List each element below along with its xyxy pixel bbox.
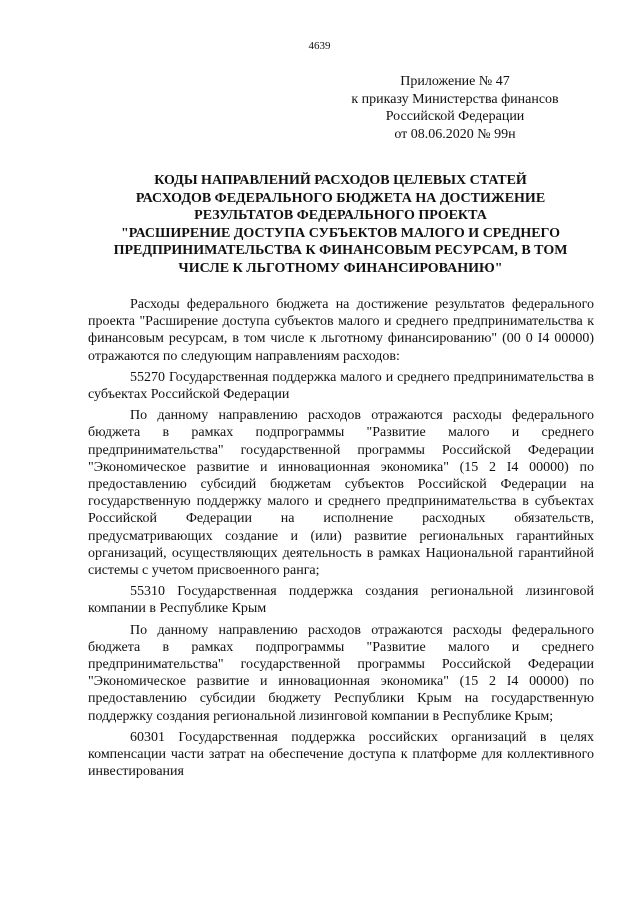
appendix-number: Приложение № 47: [400, 74, 510, 89]
appendix-country: Российской Федерации: [385, 109, 525, 124]
code-55270-description: По данному направлению расходов отражаются расходы федерального бюджета в рамках подпрограммы "Развитие малого и среднего предпринимательства" государственной программы Российской Федерации "Экономическое развитие и инновационная экономика" (15 2 I4 00000) по предоставлению субсидий бюджетам субъектов Российской Федерации на государственную поддержку малого и среднего предпринимательства в субъектах Российской Федерации на исполнение расходных обязательств, предусматривающих создание и (или) развитие региональных гарантийных организаций, осуществляющих деятельность в рамках Национальной гарантийной системы с учетом присвоенного ранга;: [88, 408, 594, 579]
title-line: КОДЫ НАПРАВЛЕНИЙ РАСХОДОВ ЦЕЛЕВЫХ СТАТЕЙ: [154, 173, 527, 188]
title-line: ПРЕДПРИНИМАТЕЛЬСТВА К ФИНАНСОВЫМ РЕСУРСАМ, В ТОМ: [113, 243, 568, 259]
page-number: 4639: [308, 40, 331, 52]
code-55310-description: По данному направлению расходов отражаются расходы федерального бюджета в рамках подпрограммы "Развитие малого и среднего предпринимательства" государственной программы Российской Федерации "Экономическое развитие и инновационная экономика" (15 2 I4 00000) по предоставлению субсидии бюджету Республики Крым на государственную поддержку создания региональной лизинговой компании в Республике Крым;: [88, 622, 594, 724]
title-line: РЕЗУЛЬТАТОВ ФЕДЕРАЛЬНОГО ПРОЕКТА: [194, 208, 487, 224]
document-body: [88, 296, 594, 784]
code-60301-heading: 60301 Государственная поддержка российских организаций в целях компенсации части затрат на обеспечение доступа к платформе для коллективного инвестирования: [88, 729, 594, 780]
document-title: [88, 172, 593, 278]
title-line: ЧИСЛЕ К ЛЬГОТНОМУ ФИНАНСИРОВАНИЮ": [178, 260, 503, 276]
code-55310-heading: 55310 Государственная поддержка создания региональной лизинговой компании в Республике Крым: [88, 584, 594, 617]
intro-paragraph: Расходы федерального бюджета на достижение результатов федерального проекта "Расширение доступа субъектов малого и среднего предпринимательства к финансовым ресурсам, в том числе к льготному финансированию" (00 0 I4 00000) отражаются по следующим направлениям расходов:: [88, 297, 594, 364]
code-55270-heading: 55270 Государственная поддержка малого и среднего предпринимательства в субъектах Российской Федерации: [88, 369, 594, 403]
title-line: РАСХОДОВ ФЕДЕРАЛЬНОГО БЮДЖЕТА НА ДОСТИЖЕНИЕ: [135, 190, 546, 206]
appendix-date: от 08.06.2020 № 99н: [394, 126, 516, 142]
appendix-order-ref: к приказу Министерства финансов: [351, 91, 559, 107]
title-line: "РАСШИРЕНИЕ ДОСТУПА СУБЪЕКТОВ МАЛОГО И СРЕДНЕГО: [120, 225, 561, 241]
appendix-header: [340, 73, 570, 143]
